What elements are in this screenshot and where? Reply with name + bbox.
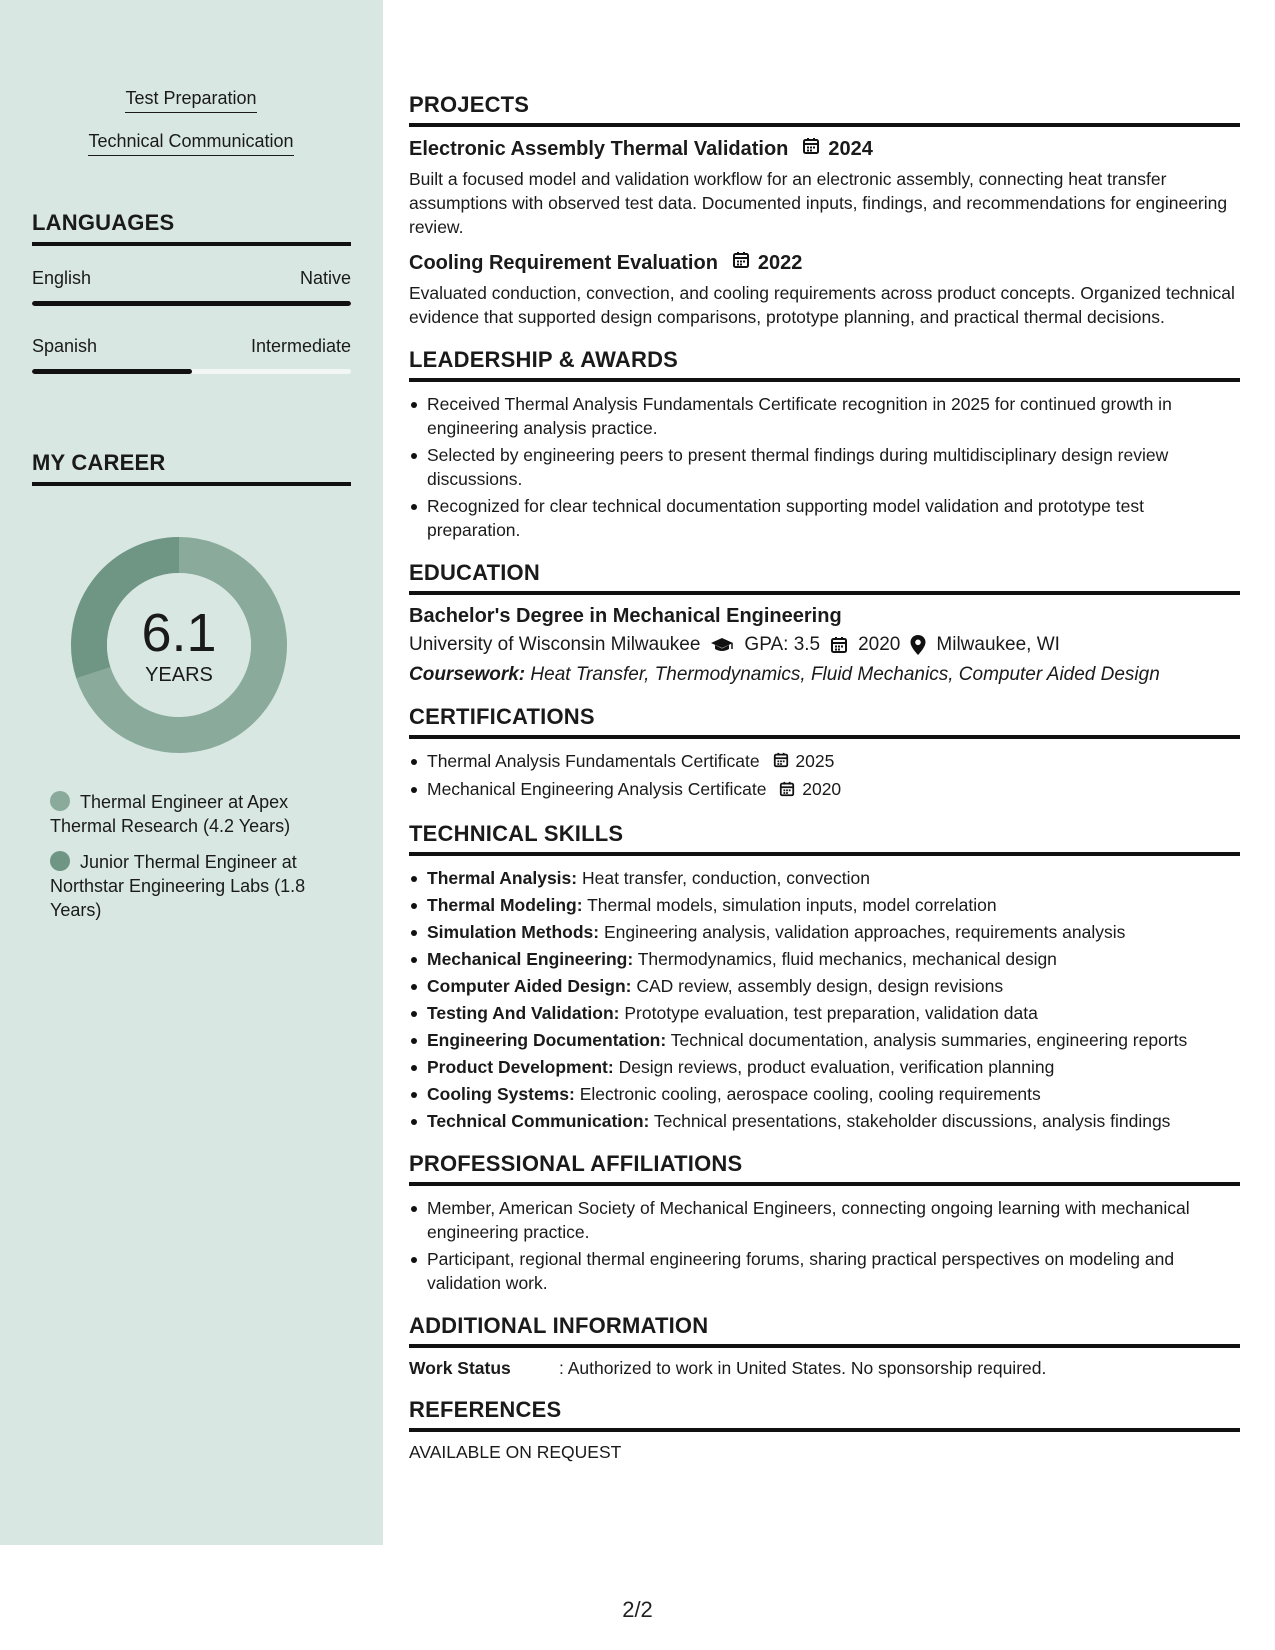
list-item: Recognized for clear technical documentation supporting model validation and prototype test preparation. [409, 494, 1240, 542]
skill-label: Simulation Methods: [427, 921, 600, 942]
education-degree: Bachelor's Degree in Mechanical Engineering [409, 605, 842, 627]
skill-label: Technical Communication: [427, 1110, 650, 1131]
list-item [409, 749, 1240, 774]
list-item [409, 893, 1240, 917]
skill-label: Thermal Analysis: [427, 867, 578, 888]
coursework-value: Heat Transfer, Thermodynamics, Fluid Mechanics, Computer Aided Design [530, 664, 1160, 685]
list-item [409, 866, 1240, 890]
language-name: English [32, 268, 92, 288]
career-years-value: 6.1 [141, 603, 217, 663]
calendar-icon [773, 750, 789, 774]
project-heading [409, 251, 1240, 275]
additional-section [409, 1313, 1240, 1379]
certification-year: 2025 [795, 751, 835, 771]
education-details [409, 634, 1240, 656]
skill-label: Testing And Validation: [427, 1002, 620, 1023]
career-dot-icon [50, 791, 70, 811]
location-pin-icon [910, 635, 926, 655]
list-item [409, 1109, 1240, 1133]
skill-label: Engineering Documentation: [427, 1029, 667, 1050]
affiliations-list [409, 1196, 1240, 1295]
work-status-key: Work Status [409, 1357, 511, 1378]
education-section [409, 560, 1240, 686]
career-donut-chart [64, 530, 294, 760]
references-text: AVAILABLE ON REQUEST [409, 1441, 622, 1462]
affiliations-title: PROFESSIONAL AFFILIATIONS [409, 1151, 1240, 1186]
skill-value: Heat transfer, conduction, convection [581, 867, 870, 888]
language-bar-fill [32, 369, 192, 374]
languages-section [32, 210, 351, 374]
calendar-icon [830, 636, 848, 654]
work-status-row [409, 1358, 1240, 1379]
skill-label: Cooling Systems: [427, 1083, 575, 1104]
career-title: MY CAREER [32, 450, 351, 486]
language-bar-fill [32, 301, 351, 306]
education-title: EDUCATION [409, 560, 1240, 595]
skill-value: Technical presentations, stakeholder discussions, analysis findings [653, 1110, 1171, 1131]
language-level: Native [299, 268, 351, 288]
list-item: Member, American Society of Mechanical Engineers, connecting ongoing learning with mechanical engineering practice. [409, 1196, 1240, 1244]
skill-label: Computer Aided Design: [427, 975, 632, 996]
education-year: 2020 [858, 634, 901, 655]
leadership-section [409, 347, 1240, 542]
language-bar [32, 369, 351, 374]
skill-value: CAD review, assembly design, design revisions [636, 975, 1004, 996]
sidebar [0, 0, 383, 1545]
list-item [409, 1055, 1240, 1079]
education-coursework [409, 664, 1240, 686]
career-item-text: Thermal Engineer at Apex Thermal Research (4.2 Years) [50, 792, 291, 836]
list-item: Selected by engineering peers to present thermal findings during multidisciplinary design review discussions. [409, 443, 1240, 491]
skill-value: Prototype evaluation, test preparation, validation data [624, 1002, 1038, 1023]
calendar-icon [732, 251, 750, 275]
career-dot-icon [50, 851, 70, 871]
language-row [32, 268, 351, 289]
skill-label: Product Development: [427, 1056, 614, 1077]
skill-tag: Technical Communication [88, 131, 293, 156]
list-item [409, 1082, 1240, 1106]
career-item-text: Junior Thermal Engineer at Northstar Engineering Labs (1.8 Years) [50, 852, 306, 920]
language-bar [32, 301, 351, 306]
project-description: Evaluated conduction, convection, and cooling requirements across product concepts. Organized technical evidence that supported design comparisons, prototype planning, and practical thermal decisions. [409, 283, 1235, 327]
calendar-icon [802, 137, 820, 161]
list-item [409, 947, 1240, 971]
education-gpa: GPA: 3.5 [744, 634, 821, 655]
skills-title: TECHNICAL SKILLS [409, 821, 1240, 856]
additional-title: ADDITIONAL INFORMATION [409, 1313, 1240, 1348]
career-section [32, 450, 351, 486]
career-item [50, 790, 340, 838]
project-year: 2024 [828, 137, 873, 160]
career-item [50, 850, 340, 922]
list-item [409, 974, 1240, 998]
career-list [50, 790, 340, 934]
references-title: REFERENCES [409, 1397, 1240, 1432]
skills-section [409, 821, 1240, 1133]
skill-value: Technical documentation, analysis summaries, engineering reports [670, 1029, 1188, 1050]
project-name: Electronic Assembly Thermal Validation [409, 137, 789, 160]
project-heading [409, 137, 1240, 161]
skill-label: Thermal Modeling: [427, 894, 583, 915]
list-item [409, 1028, 1240, 1052]
skill-value: Engineering analysis, validation approaches, requirements analysis [603, 921, 1126, 942]
affiliations-section [409, 1151, 1240, 1295]
language-level: Intermediate [250, 336, 351, 356]
skill-label: Mechanical Engineering: [427, 948, 634, 969]
project-name: Cooling Requirement Evaluation [409, 251, 718, 274]
certification-year: 2020 [802, 779, 842, 800]
skill-value: Thermal models, simulation inputs, model correlation [587, 894, 997, 915]
skill-tag: Test Preparation [125, 88, 256, 113]
references-section [409, 1397, 1240, 1463]
projects-section [409, 92, 1240, 329]
work-status-value: : Authorized to work in United States. No sponsorship required. [559, 1357, 1047, 1378]
certification-name: Mechanical Engineering Analysis Certificate [427, 779, 767, 800]
skill-tags [32, 88, 350, 174]
skills-list [409, 866, 1240, 1133]
coursework-label: Coursework: [409, 664, 526, 685]
main-content [409, 92, 1240, 1481]
certifications-section [409, 704, 1240, 803]
languages-title: LANGUAGES [32, 210, 351, 246]
page-number: 2/2 [622, 1597, 653, 1622]
certifications-list [409, 749, 1240, 803]
skill-value: Electronic cooling, aerospace cooling, cooling requirements [579, 1083, 1041, 1104]
certifications-title: CERTIFICATIONS [409, 704, 1240, 739]
language-row [32, 336, 351, 357]
project-year: 2022 [757, 251, 803, 274]
education-school: University of Wisconsin Milwaukee [409, 634, 701, 655]
certification-name: Thermal Analysis Fundamentals Certificate [427, 751, 760, 771]
list-item [409, 1001, 1240, 1025]
graduation-cap-icon [710, 636, 734, 654]
leadership-list [409, 392, 1240, 542]
career-years-label: YEARS [145, 664, 213, 686]
projects-title: PROJECTS [409, 92, 1240, 127]
leadership-title: LEADERSHIP & AWARDS [409, 347, 1240, 382]
language-name: Spanish [32, 336, 98, 356]
skill-value: Thermodynamics, fluid mechanics, mechanical design [637, 948, 1057, 969]
project-description: Built a focused model and validation workflow for an electronic assembly, connecting heat transfer assumptions with observed test data. Documented inputs, findings, and recommendations for engineering review. [409, 169, 1228, 237]
education-location: Milwaukee, WI [936, 634, 1060, 655]
skill-value: Design reviews, product evaluation, verification planning [618, 1056, 1055, 1077]
list-item [409, 920, 1240, 944]
list-item: Participant, regional thermal engineering forums, sharing practical perspectives on modeling and validation work. [409, 1247, 1240, 1295]
list-item [409, 777, 1240, 802]
calendar-icon [779, 779, 795, 803]
list-item: Received Thermal Analysis Fundamentals Certificate recognition in 2025 for continued growth in engineering analysis practice. [409, 392, 1240, 440]
